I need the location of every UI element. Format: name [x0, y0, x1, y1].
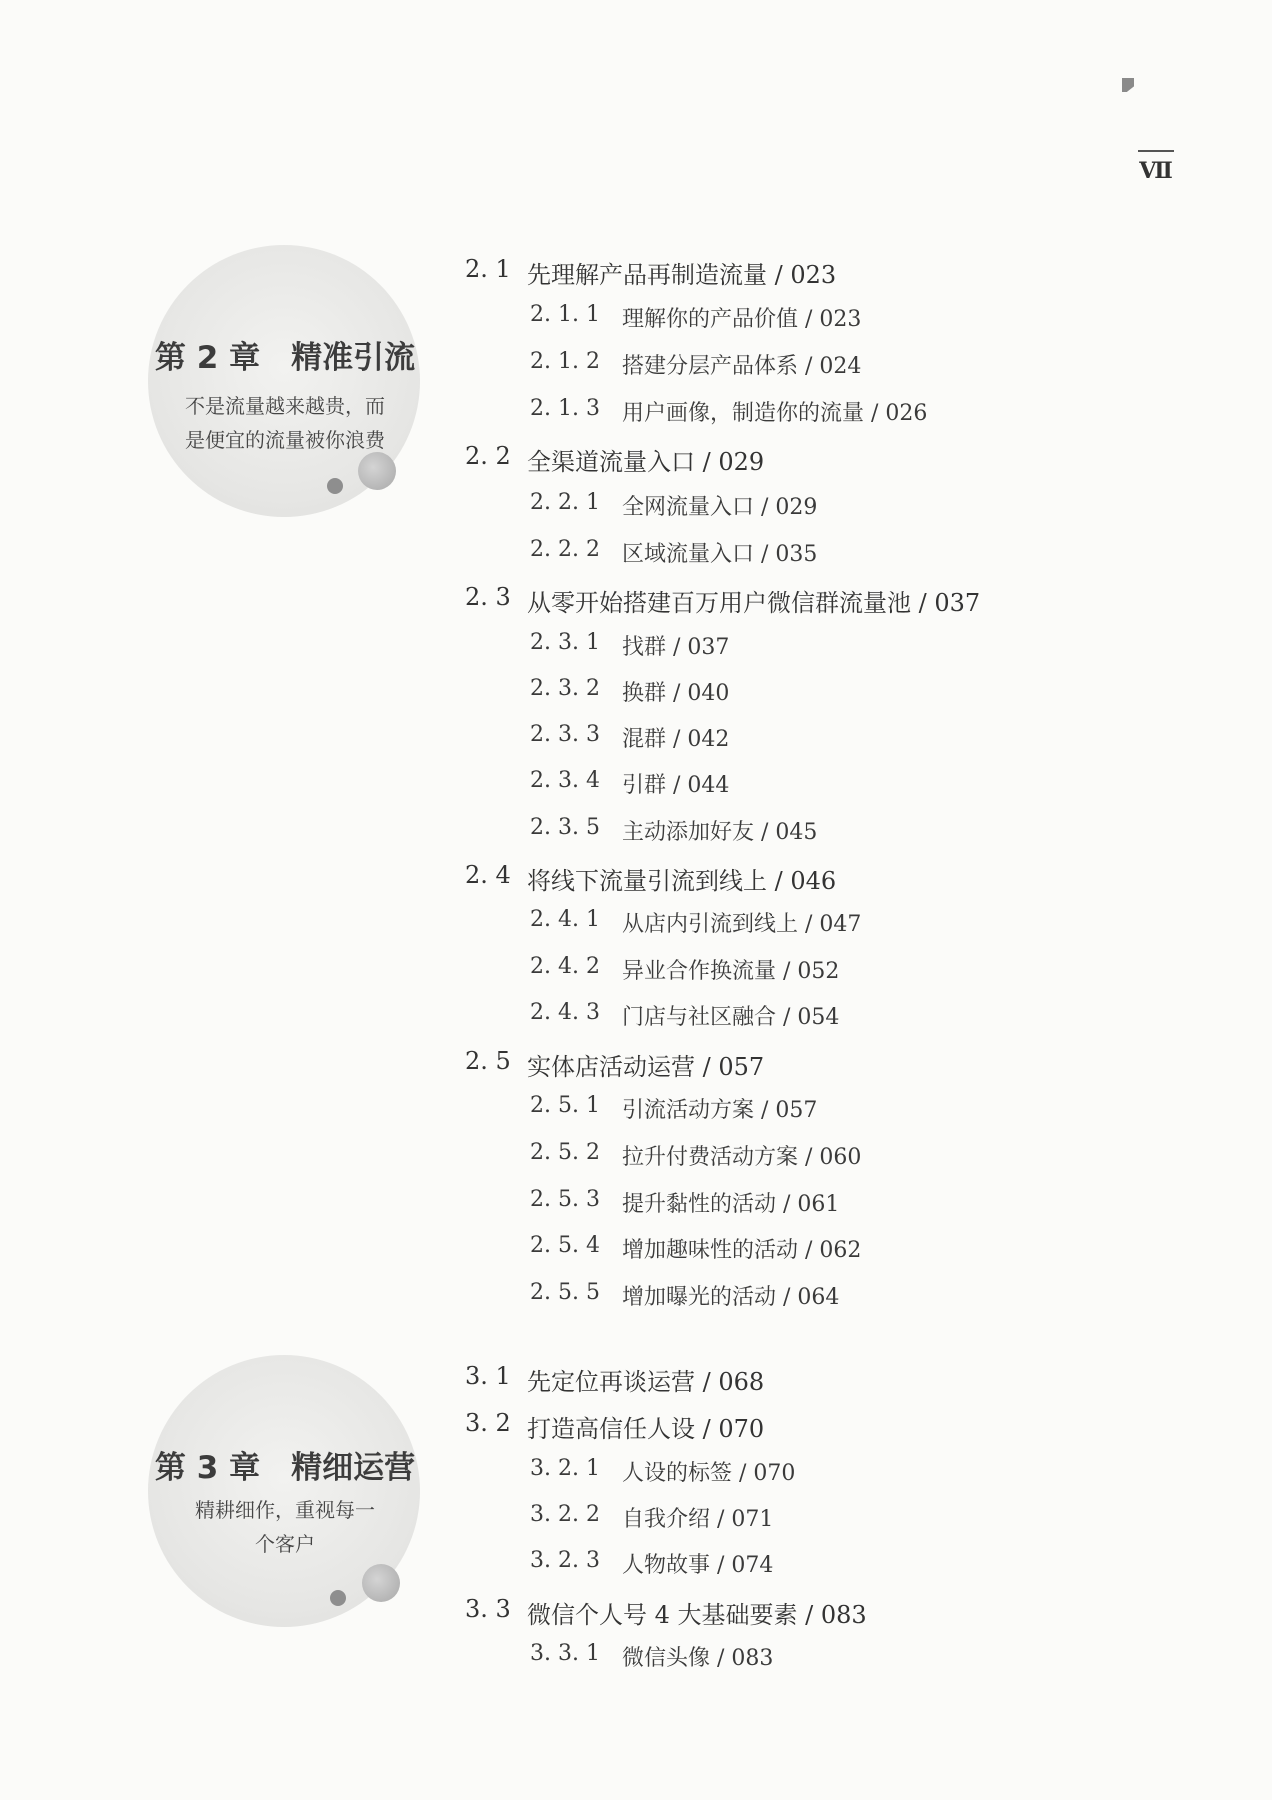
toc-number: 2. 5. 3	[530, 1187, 600, 1212]
toc-title: 区域流量入口 / 035	[622, 542, 818, 567]
decorative-dot-large	[362, 1564, 400, 1602]
toc-title: 人物故事 / 074	[622, 1553, 774, 1578]
toc-title: 实体店活动运营 / 057	[527, 1053, 765, 1081]
toc-number: 2. 2. 1	[530, 490, 600, 515]
toc-title: 换群 / 040	[622, 681, 730, 706]
page-number-rule	[1138, 150, 1174, 152]
decorative-dot-large	[358, 452, 396, 490]
toc-title: 混群 / 042	[622, 727, 730, 752]
toc-number: 3. 1	[465, 1362, 511, 1390]
toc-number: 2. 4. 1	[530, 907, 600, 932]
toc-number: 2. 1. 3	[530, 396, 600, 421]
toc-number: 2. 5. 4	[530, 1233, 600, 1258]
toc-number: 2. 3. 4	[530, 768, 600, 793]
toc-title: 打造高信任人设 / 070	[527, 1415, 765, 1443]
toc-number: 2. 5. 5	[530, 1280, 600, 1305]
decorative-dot-small	[327, 478, 343, 494]
toc-title: 全网流量入口 / 029	[622, 495, 818, 520]
toc-title: 引群 / 044	[622, 773, 730, 798]
page-number: Ⅶ	[1139, 158, 1173, 184]
toc-title: 增加曝光的活动 / 064	[622, 1285, 840, 1310]
toc-title: 先理解产品再制造流量 / 023	[527, 261, 837, 289]
toc-number: 2. 3. 2	[530, 676, 600, 701]
toc-title: 微信个人号 4 大基础要素 / 083	[527, 1601, 867, 1629]
toc-title: 引流活动方案 / 057	[622, 1098, 818, 1123]
toc-title: 增加趣味性的活动 / 062	[622, 1238, 862, 1263]
toc-number: 3. 2. 2	[530, 1502, 600, 1527]
toc-number: 2. 4. 3	[530, 1000, 600, 1025]
toc-number: 2. 1	[465, 255, 511, 283]
toc-number: 2. 5. 2	[530, 1140, 600, 1165]
toc-number: 3. 2. 1	[530, 1456, 600, 1481]
toc-number: 2. 5. 1	[530, 1093, 600, 1118]
toc-number: 2. 2	[465, 442, 511, 470]
toc-title: 从店内引流到线上 / 047	[622, 912, 862, 937]
corner-mark-icon	[1122, 78, 1134, 92]
toc-title: 异业合作换流量 / 052	[622, 959, 840, 984]
toc-title: 用户画像，制造你的流量 / 026	[622, 401, 928, 426]
toc-number: 3. 3. 1	[530, 1641, 600, 1666]
toc-number: 2. 3. 5	[530, 815, 600, 840]
toc-title: 提升黏性的活动 / 061	[622, 1192, 840, 1217]
toc-number: 2. 1. 1	[530, 302, 600, 327]
toc-number: 2. 1. 2	[530, 349, 600, 374]
chapter-3-subtitle-line-2: 个客户	[255, 1532, 315, 1556]
toc-number: 3. 2	[465, 1409, 511, 1437]
toc-title: 全渠道流量入口 / 029	[527, 448, 765, 476]
toc-number: 2. 2. 2	[530, 537, 600, 562]
toc-title: 门店与社区融合 / 054	[622, 1005, 840, 1030]
toc-number: 2. 5	[465, 1047, 511, 1075]
toc-number: 2. 4	[465, 861, 511, 889]
chapter-3-subtitle-line-1: 精耕细作，重视每一	[195, 1498, 375, 1522]
toc-number: 2. 4. 2	[530, 954, 600, 979]
toc-title: 搭建分层产品体系 / 024	[622, 354, 862, 379]
toc-title: 先定位再谈运营 / 068	[527, 1368, 765, 1396]
toc-title: 理解你的产品价值 / 023	[622, 307, 862, 332]
toc-number: 2. 3	[465, 583, 511, 611]
toc-title: 人设的标签 / 070	[622, 1461, 796, 1486]
toc-title: 拉升付费活动方案 / 060	[622, 1145, 862, 1170]
toc-number: 3. 3	[465, 1595, 511, 1623]
chapter-2-title: 第 2 章 精准引流	[154, 340, 416, 376]
toc-number: 2. 3. 3	[530, 722, 600, 747]
toc-title: 从零开始搭建百万用户微信群流量池 / 037	[527, 589, 981, 617]
toc-title: 自我介绍 / 071	[622, 1507, 774, 1532]
chapter-3-title: 第 3 章 精细运营	[154, 1450, 416, 1486]
toc-title: 找群 / 037	[622, 635, 730, 660]
toc-title: 主动添加好友 / 045	[622, 820, 818, 845]
chapter-2-subtitle-line-1: 不是流量越来越贵，而	[185, 394, 385, 418]
toc-number: 2. 3. 1	[530, 630, 600, 655]
toc-number: 3. 2. 3	[530, 1548, 600, 1573]
toc-title: 将线下流量引流到线上 / 046	[527, 867, 837, 895]
toc-title: 微信头像 / 083	[622, 1646, 774, 1671]
decorative-dot-small	[330, 1590, 346, 1606]
chapter-2-subtitle-line-2: 是便宜的流量被你浪费	[185, 428, 385, 452]
